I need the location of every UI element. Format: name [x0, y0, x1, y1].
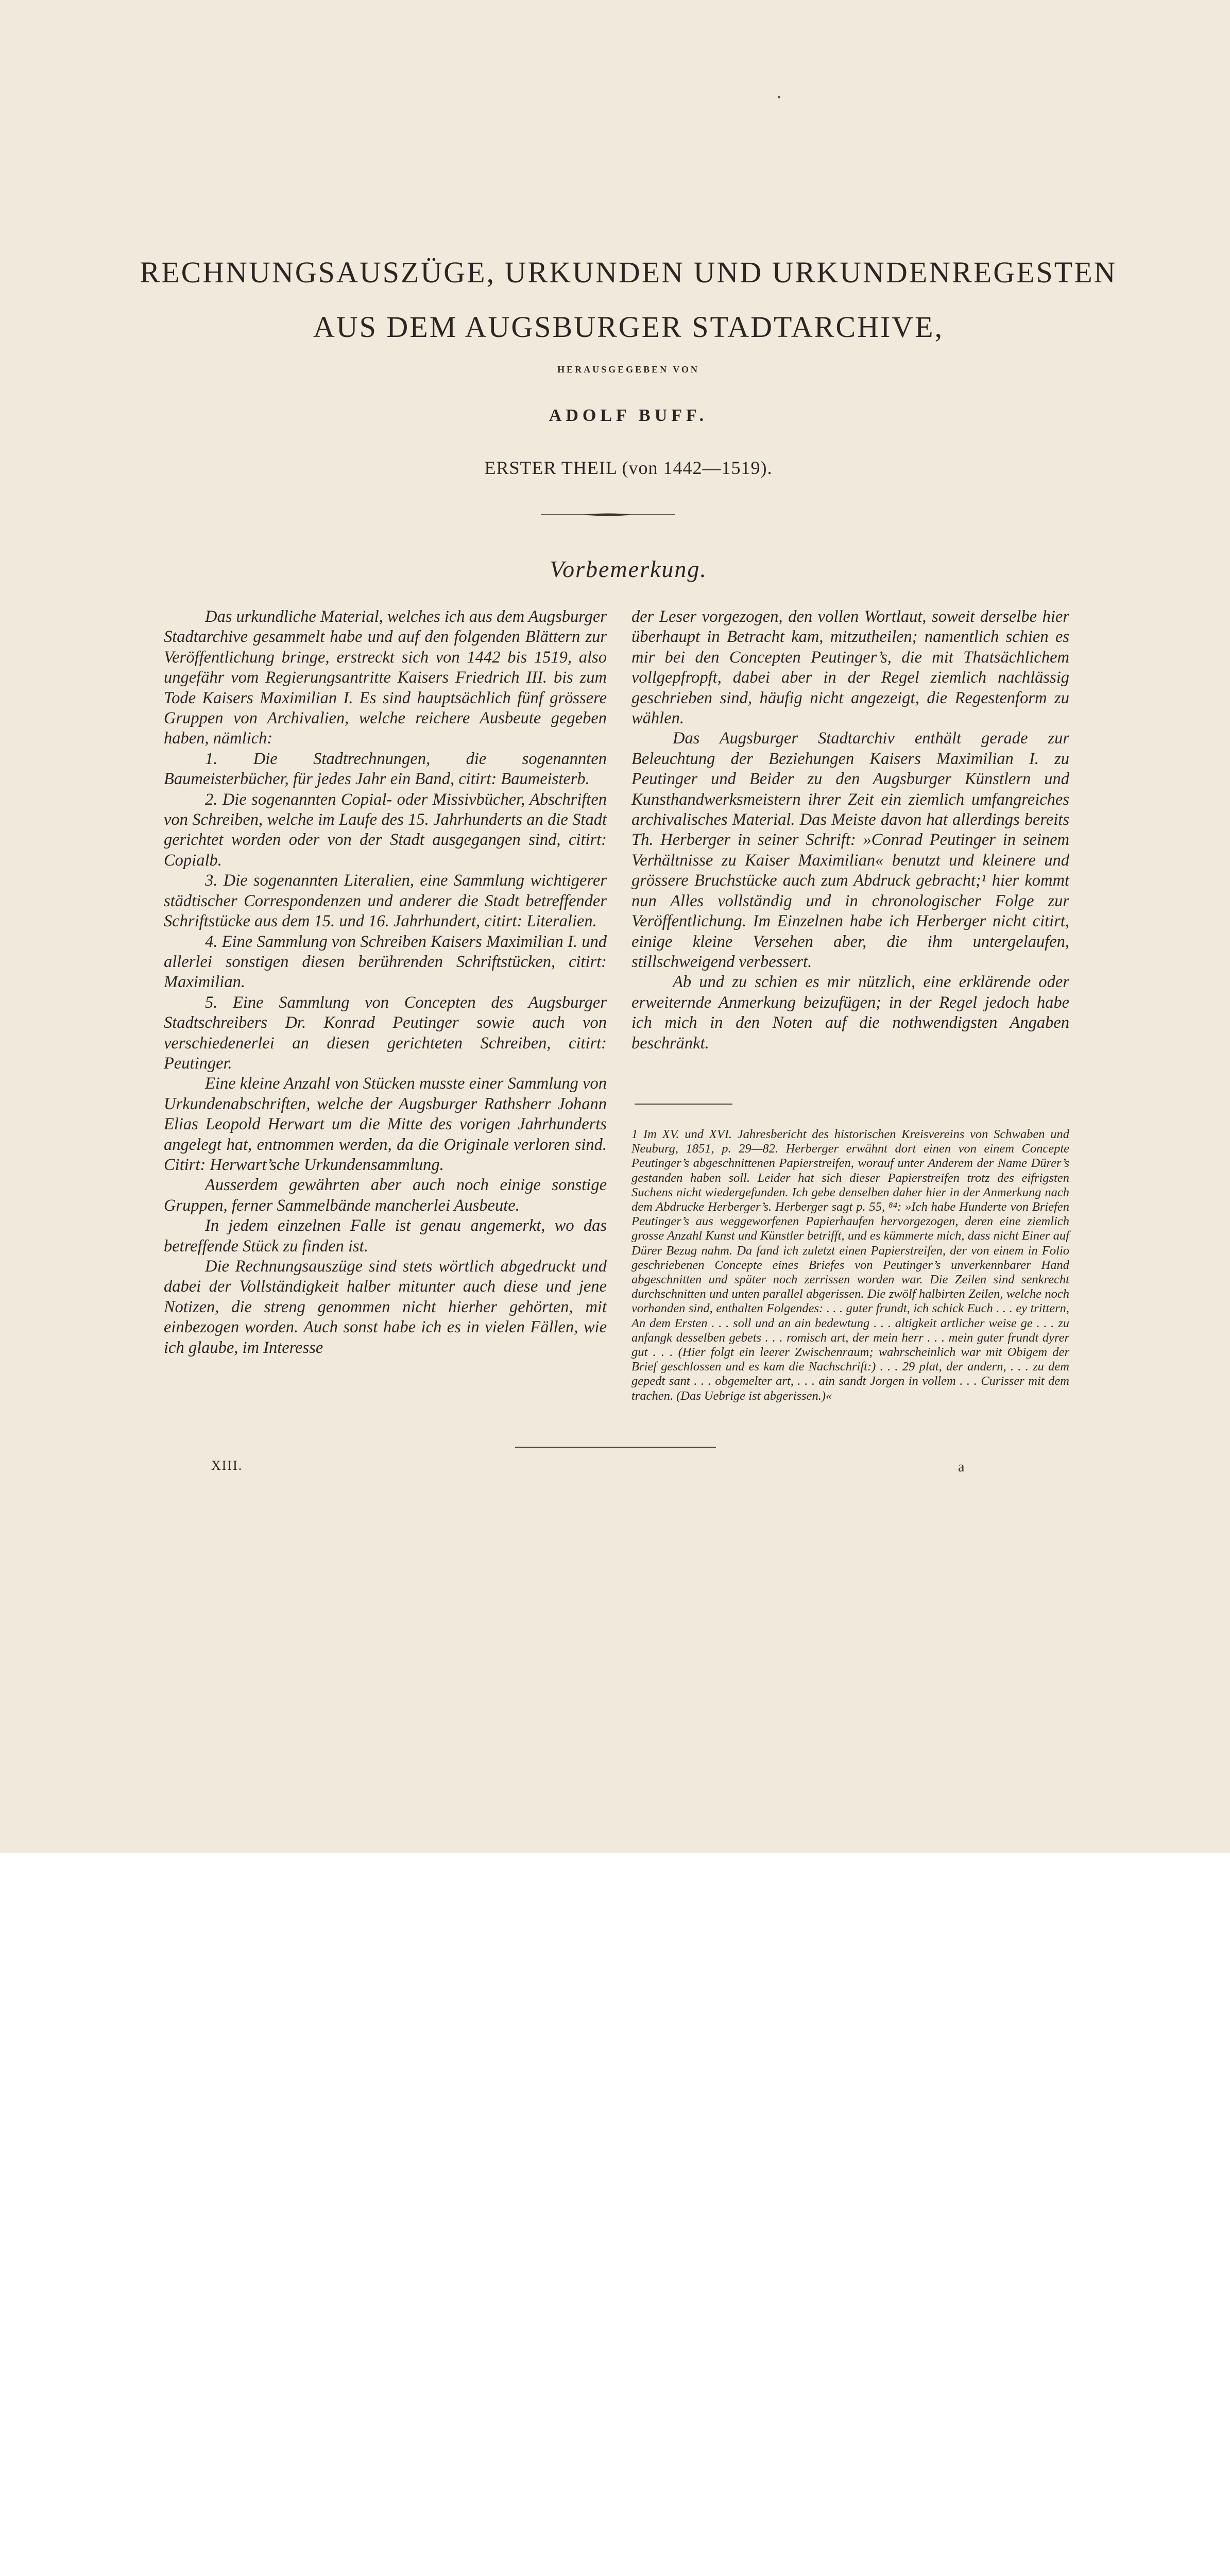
paragraph: 5. Eine Sammlung von Concepten des Augsburger Stadtschreibers Dr. Konrad Peutinger sowie auch von verschiedenerlei an diesen gerichteten Schreiben, citirt: Peutinger. — [164, 993, 607, 1073]
author-name: ADOLF BUFF. — [549, 406, 708, 425]
paragraph: 1. Die Stadtrechnungen, die sogenannten Baumeisterbücher, für jedes Jahr ein Band, citirt: Baumeisterb. — [164, 749, 607, 789]
right-column — [631, 607, 1069, 1054]
sheet-signature: a — [958, 1459, 965, 1475]
volume-signature: XIII. — [211, 1458, 243, 1473]
left-column — [164, 607, 607, 1358]
viewer-footer — [0, 1853, 1230, 1945]
footnote: 1 Im XV. und XVI. Jahresbericht des historischen Kreisvereins von Schwaben und Neuburg, 1851, p. 29—82. Herberger erwähnt dort einen von einem Concepte Peutinger’s abgeschnittenen Papierstreifen, worauf unter Anderem der Name Dürer’s gestanden haben soll. Leider hat sich dieser Papierstreifen trotz des eifrigsten Suchens nicht wiedergefunden. Ich gebe denselben daher hier in der Anmerkung nach dem Abdrucke Herberger’s. Herberger sagt p. 55, ⁸⁴: »Ich habe Hunderte von Briefen Peutinger’s aus weggeworfenen Papierhaufen hervorgezogen, deren eine ziemlich grosse Anzahl Kunst und Künstler betrifft, und es kümmerte mich, dass nicht Einer auf Dürer Bezug nahm. Da fand ich zuletzt einen Papierstreifen, der von einem in Folio geschriebenen Concepte eines Briefes von Peutinger’s unverkennbarer Hand abgeschnitten und später noch zerrissen worden war. Die Zeilen sind senkrecht durchschnitten und unten parallel abgerissen. Die zwölf halbirten Zeilen, welche noch vorhanden sind, enthalten Folgendes: . . . guter frundt, ich schick Euch . . . ey trittern, An dem Ersten . . . soll und an ain bedewtung . . . altigkeit artlicher weise ge . . . zu anfangk desselben gebets . . . romisch art, der mein herr . . . mein guter frundt dyrer gut . . . (Hier folgt ein leerer Zwischenraum; wahrscheinlich war mit Obigem der Brief geschlossen und es kam die Nachschrift:) . . . 29 plat, der andern, . . . zu dem gepedt sant . . . obgemelter art, . . . ain sandt Jorgen in vollem . . . Curisser mit dem trachen. (Das Uebrige ist abgerissen.)« — [631, 1127, 1069, 1403]
paragraph: Eine kleine Anzahl von Stücken musste einer Sammlung von Urkundenabschriften, welche der Augsburger Rathsherr Johann Elias Leopold Herwart um die Mitte des vorigen Jahrhunderts angelegt hat, entnommen werden, da die Originale verloren sind. Citirt: Herwart’sche Urkundensammlung. — [164, 1074, 607, 1174]
paragraph: Das urkundliche Material, welches ich aus dem Augsburger Stadtarchive gesammelt habe und auf den folgenden Blättern zur Veröffentlichung bringe, erstreckt sich von 1442 bis 1519, also ungefähr vom Regierungsantritte Kaisers Friedrich III. bis zum Tode Kaisers Maximilian I. Es sind hauptsächlich fünf grössere Gruppen von Archivalien, welche reichere Ausbeute gegeben haben, nämlich: — [164, 607, 607, 748]
title-line-2: AUS DEM AUGSBURGER STADTARCHIVE, — [313, 310, 944, 344]
editor-label: HERAUSGEGEBEN VON — [557, 364, 699, 375]
title-line-1: RECHNUNGSAUSZÜGE, URKUNDEN UND URKUNDENREGESTEN — [140, 256, 1117, 289]
page-bottom-rule — [515, 1447, 716, 1448]
ornament-rule — [541, 512, 675, 517]
paragraph: Ausserdem gewährten aber auch noch einige sonstige Gruppen, ferner Sammelbände mancherlei Ausbeute. — [164, 1176, 607, 1215]
footnote-divider — [635, 1104, 732, 1105]
paragraph: 4. Eine Sammlung von Schreiben Kaisers Maximilian I. und allerlei sonstigen diesen berührenden Schriftstücken, citirt: Maximilian. — [164, 932, 607, 992]
paragraph: Das Augsburger Stadtarchiv enthält gerade zur Beleuchtung der Beziehungen Kaisers Maximilian I. zu Peutinger und Beider zu den Augsburger Künstlern und Kunsthandwerksmeistern ihrer Zeit ein ziemlich umfangreiches archivalisches Material. Das Meiste davon hat allerdings bereits Th. Herberger in seiner Schrift: »Conrad Peutinger in seinem Verhältnisse zu Kaiser Maximilian« benutzt und kleinere und grössere Bruchstücke auch zum Abdruck gebracht;¹ hier kommt nun Alles vollständig und in chronologischer Folge zur Veröffentlichung. Im Einzelnen habe ich Herberger nicht citirt, einige kleine Versehen aber, die ihm untergelaufen, stillschweigend verbessert. — [631, 729, 1069, 971]
paper-speck — [778, 96, 780, 98]
paragraph: Ab und zu schien es mir nützlich, eine erklärende oder erweiternde Anmerkung beizufügen; in der Regel jedoch habe ich mich in den Noten auf die nothwendigsten Angaben beschränkt. — [631, 973, 1069, 1053]
paragraph: 3. Die sogenannten Literalien, eine Sammlung wichtigerer städtischer Correspondenzen und anderer die Stadt betreffender Schriftstücke aus dem 15. und 16. Jahrhundert, citirt: Literalien. — [164, 871, 607, 931]
paragraph: 2. Die sogenannten Copial- oder Missivbücher, Abschriften von Schreiben, welche im Laufe des 15. Jahrhunderts an die Stadt gerichtet worden oder von der Stadt ausgegangen sind, citirt: Copialb. — [164, 790, 607, 870]
paragraph: In jedem einzelnen Falle ist genau angemerkt, wo das betreffende Stück zu finden ist. — [164, 1216, 607, 1256]
paragraph: der Leser vorgezogen, den vollen Wortlaut, soweit derselbe hier überhaupt in Betracht kam, mitzutheilen; namentlich schien es mir bei den Concepten Peutinger’s, die mit Thatsächlichem vollgepfropft, dabei aber in der Regel ziemlich nachlässig geschrieben sind, häufig nicht angezeigt, die Regestenform zu wählen. — [631, 607, 1069, 728]
section-title: Vorbemerkung. — [550, 556, 707, 582]
part-label: ERSTER THEIL (von 1442—1519). — [484, 457, 773, 478]
paragraph: Die Rechnungsauszüge sind stets wörtlich abgedruckt und dabei der Vollständigkeit halber mitunter auch diese und jene Notizen, die streng genommen nicht hierher gehörten, mit einbezogen worden. Auch sonst habe ich es in vielen Fällen, wie ich glaube, im Interesse — [164, 1257, 607, 1357]
